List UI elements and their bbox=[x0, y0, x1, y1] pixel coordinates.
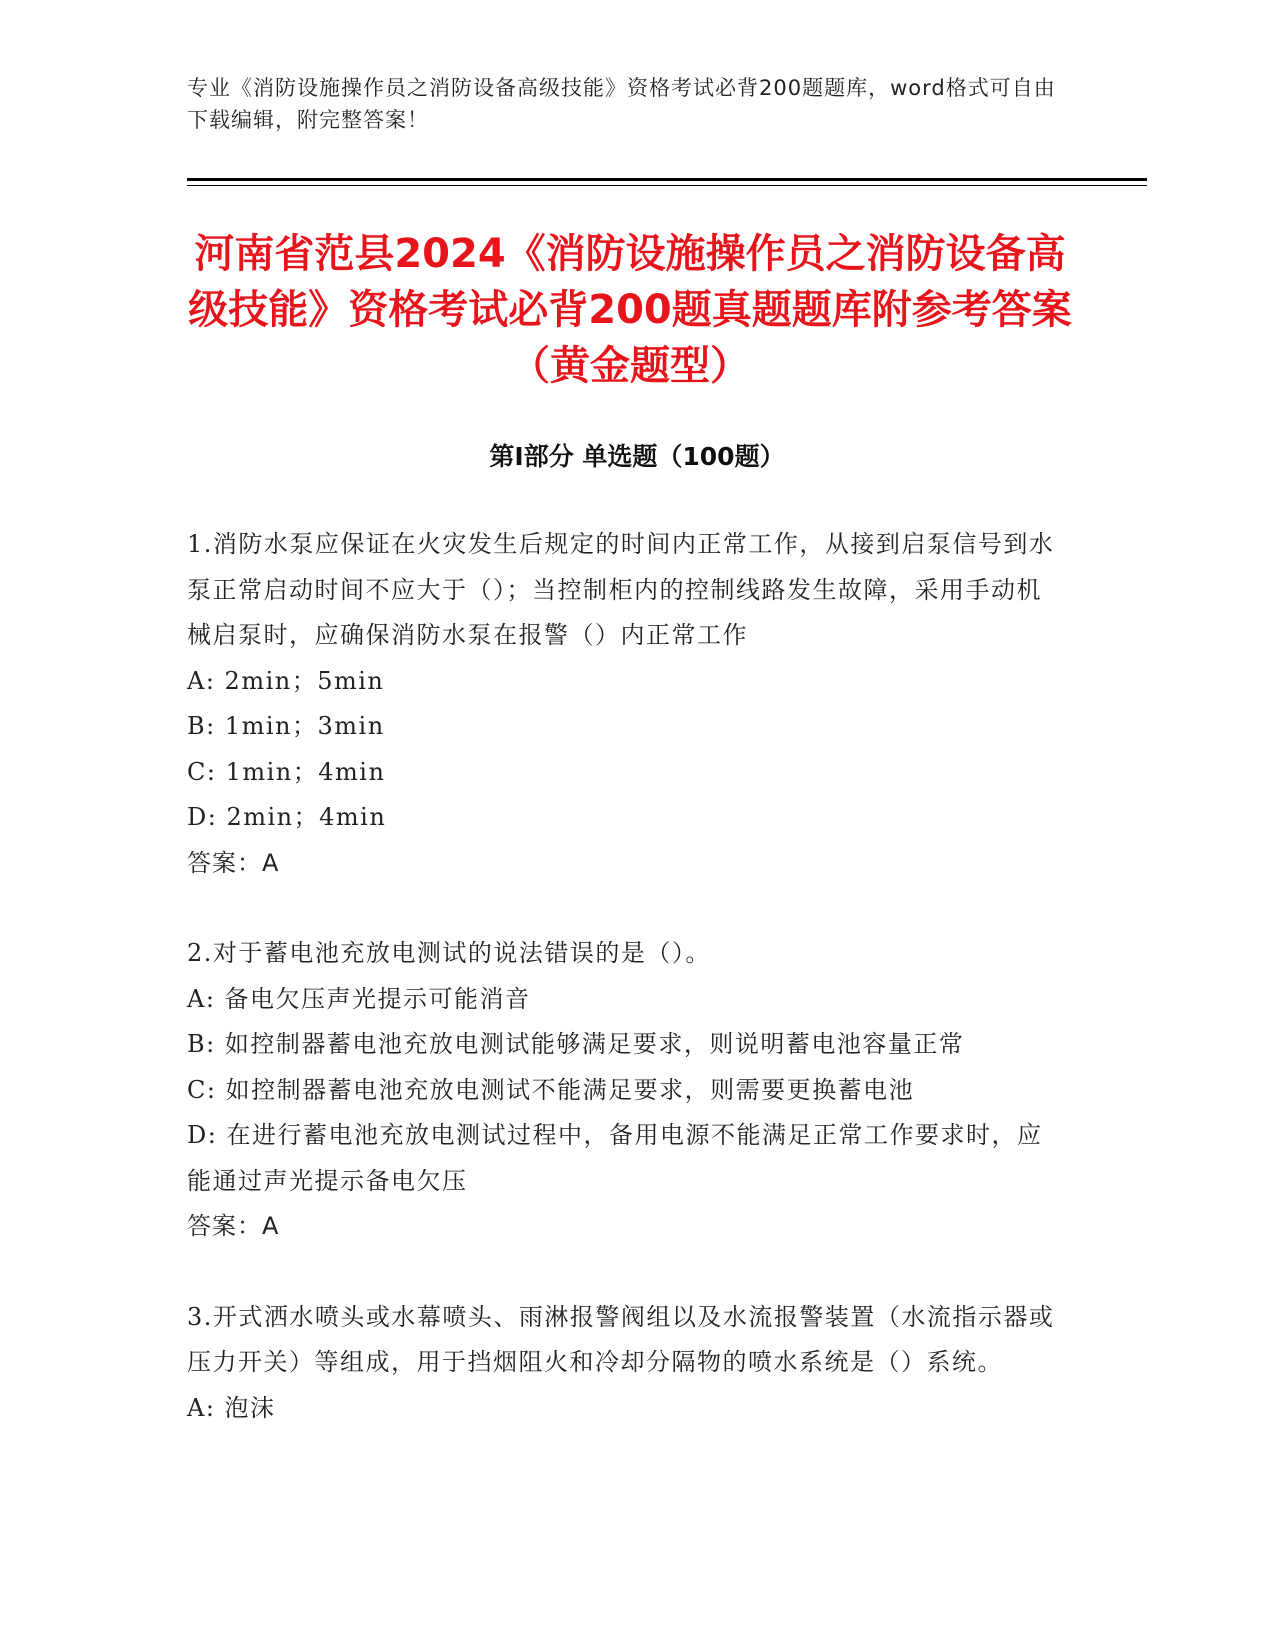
option-d: D: 在进行蓄电池充放电测试过程中，备用电源不能满足正常工作要求时，应能通过声光提示备电欠压 bbox=[187, 1121, 1043, 1195]
option-d: D: 2min；4min bbox=[187, 803, 387, 831]
header-rule-thin bbox=[187, 185, 1147, 186]
option-c: C: 如控制器蓄电池充放电测试不能满足要求，则需要更换蓄电池 bbox=[187, 1075, 915, 1104]
option-b: B: 如控制器蓄电池充放电测试能够满足要求，则说明蓄电池容量正常 bbox=[187, 1030, 965, 1058]
option-a: A: 备电欠压声光提示可能消音 bbox=[187, 984, 531, 1013]
question-stem: 1.消防水泵应保证在火灾发生后规定的时间内正常工作，从接到启泵信号到水泵正常启动时间不应大于（）；当控制柜内的控制线路发生故障，采用手动机械启泵时，应确保消防水泵在报警（）内正常工作 bbox=[187, 530, 1055, 649]
question-3 bbox=[187, 1295, 1067, 1432]
answer: 答案：A bbox=[187, 848, 280, 877]
section-title: 第Ⅰ部分 单选题（100题） bbox=[489, 442, 785, 471]
question-stem: 2.对于蓄电池充放电测试的说法错误的是（）。 bbox=[187, 939, 711, 967]
answer: 答案：A bbox=[187, 1212, 280, 1240]
option-a: A: 2min；5min bbox=[187, 666, 385, 695]
option-a: A: 泡沫 bbox=[187, 1393, 276, 1422]
question-2 bbox=[187, 931, 1067, 1250]
option-b: B: 1min；3min bbox=[187, 712, 385, 740]
question-1 bbox=[187, 522, 1067, 886]
question-list bbox=[187, 522, 1067, 1476]
option-c: C: 1min；4min bbox=[187, 757, 386, 786]
header-note: 专业《消防设施操作员之消防设备高级技能》资格考试必背200题题库，word格式可自由下载编辑，附完整答案！ bbox=[187, 76, 1056, 132]
document-title: 河南省范县2024《消防设施操作员之消防设备高级技能》资格考试必背200题真题题库附参考答案（黄金题型） bbox=[188, 231, 1072, 389]
header-rule-thick bbox=[187, 178, 1147, 181]
question-stem: 3.开式洒水喷头或水幕喷头、雨淋报警阀组以及水流报警装置（水流指示器或压力开关）等组成，用于挡烟阻火和冷却分隔物的喷水系统是（）系统。 bbox=[187, 1302, 1055, 1376]
